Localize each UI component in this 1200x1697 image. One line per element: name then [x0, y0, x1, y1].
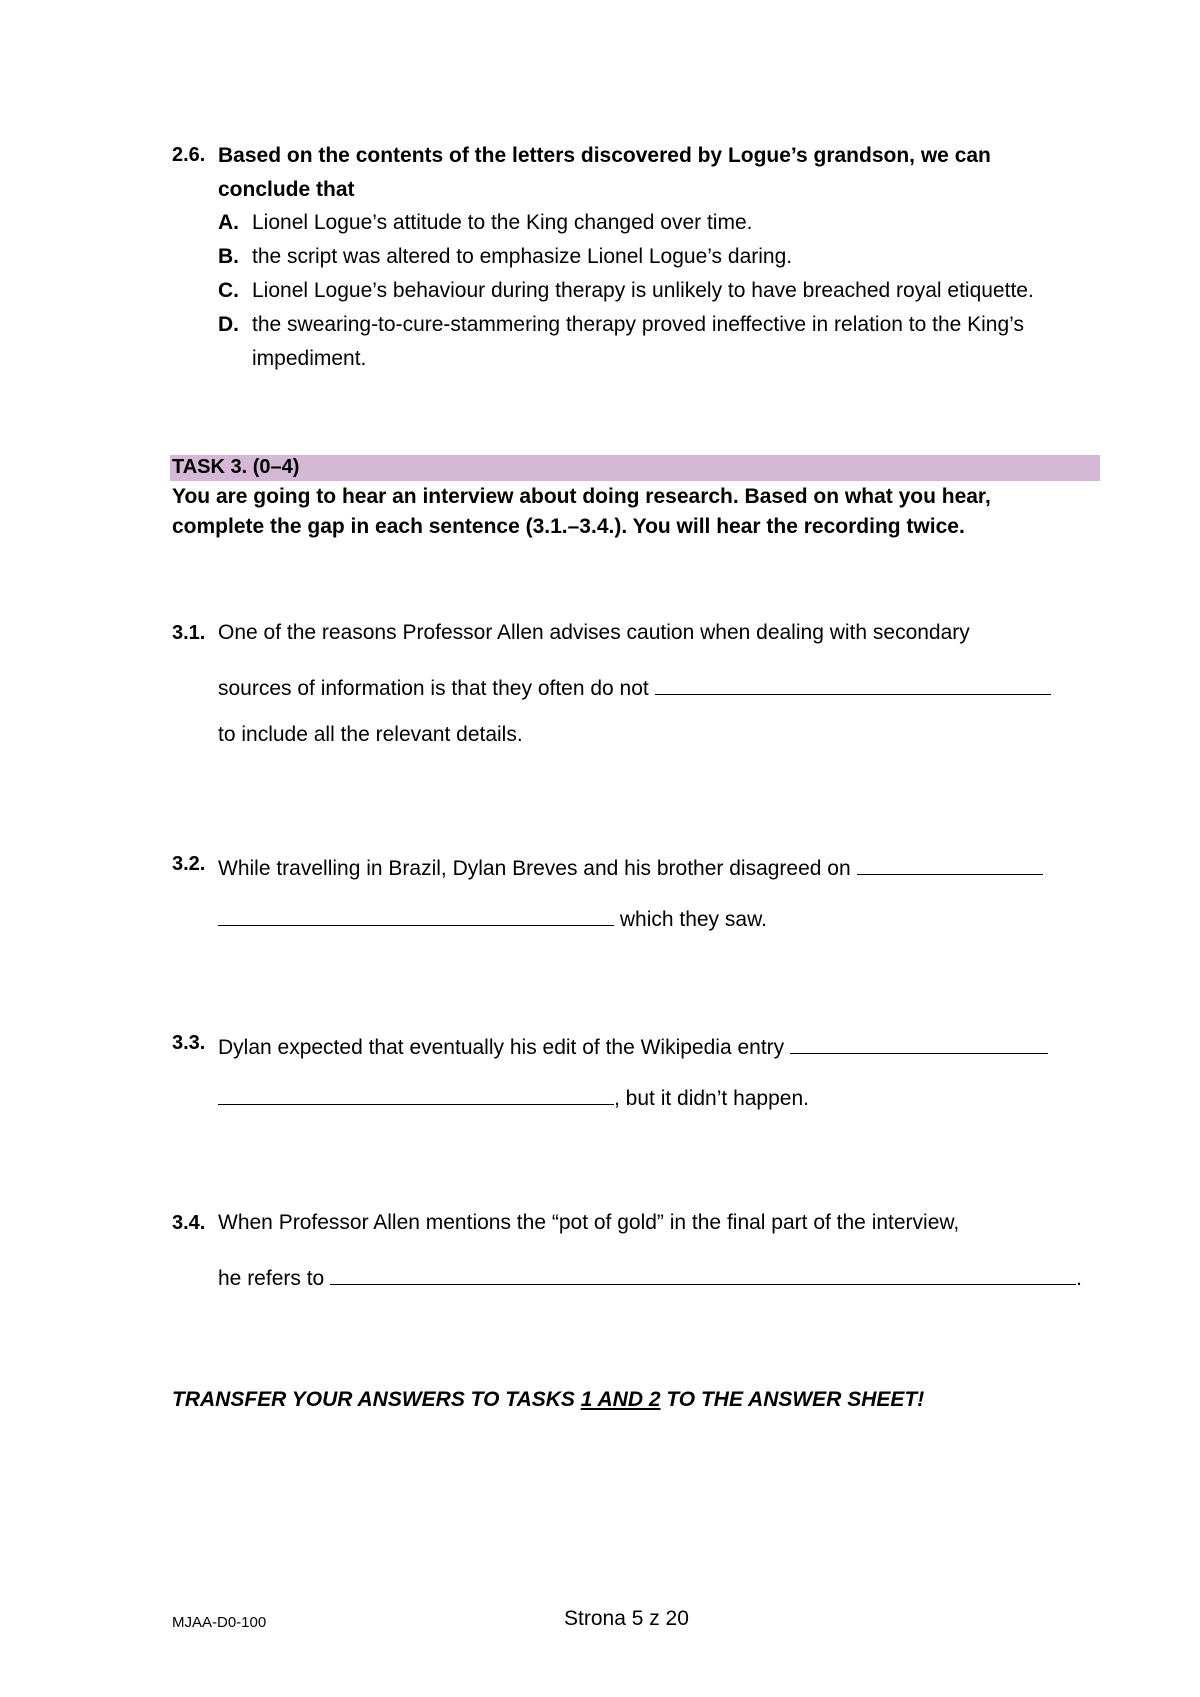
- item-text: Dylan expected that eventually his edit of the Wikipedia entry: [218, 1036, 785, 1059]
- item-text-line: [218, 1262, 1082, 1291]
- answer-gap[interactable]: [218, 1082, 614, 1105]
- item-text-line: [218, 672, 1051, 701]
- item-text-line: [218, 903, 767, 932]
- exam-code: MJAA-D0-100: [172, 1614, 267, 1631]
- item-text-line: When Professor Allen mentions the “pot of gold” in the final part of the interview,: [218, 1211, 960, 1234]
- item-text: sources of information is that they often do not: [218, 677, 649, 700]
- answer-gap[interactable]: [330, 1262, 1076, 1285]
- item-number: 3.4.: [172, 1212, 206, 1234]
- item-text-line: One of the reasons Professor Allen advises caution when dealing with secondary: [218, 621, 970, 644]
- instruction-line: complete the gap in each sentence (3.1.–3.4.). You will hear the recording twice.: [172, 515, 965, 538]
- item-text: which they saw.: [619, 908, 767, 931]
- transfer-tasks: 1 AND 2: [580, 1388, 661, 1411]
- option-letter: A.: [218, 211, 239, 234]
- item-number: 3.2.: [172, 853, 206, 875]
- option-text: the swearing-to-cure-stammering therapy proved ineffective in relation to the King’s: [252, 313, 1024, 336]
- task-instructions: [172, 482, 991, 542]
- item-number: 3.3.: [172, 1032, 206, 1054]
- question-stem-line: conclude that: [218, 178, 355, 201]
- item-text: he refers to: [218, 1267, 325, 1290]
- item-text: While travelling in Brazil, Dylan Breves and his brother disagreed on: [218, 857, 851, 880]
- answer-gap[interactable]: [790, 1031, 1048, 1054]
- transfer-text: TRANSFER YOUR ANSWERS TO TASKS: [172, 1388, 581, 1411]
- question-number: 2.6.: [172, 144, 206, 166]
- option-d: [218, 308, 1034, 342]
- item-text: , but it didn’t happen.: [614, 1087, 809, 1110]
- item-number: 3.1.: [172, 622, 206, 644]
- option-letter: D.: [218, 313, 239, 336]
- answer-gap[interactable]: [857, 852, 1043, 875]
- option-letter: B.: [218, 245, 239, 268]
- option-c: [218, 274, 1034, 308]
- option-letter: C.: [218, 279, 239, 302]
- option-text: the script was altered to emphasize Lionel Logue’s daring.: [252, 245, 793, 268]
- option-a: [218, 206, 1034, 240]
- instruction-line: You are going to hear an interview about doing research. Based on what you hear,: [172, 485, 991, 508]
- answer-gap[interactable]: [218, 903, 614, 926]
- option-text: Lionel Logue’s behaviour during therapy is unlikely to have breached royal etiquette.: [252, 279, 1034, 302]
- item-end: .: [1076, 1267, 1082, 1290]
- answer-gap[interactable]: [655, 672, 1051, 695]
- transfer-text: TO THE ANSWER SHEET!: [660, 1388, 925, 1411]
- task-header-bar: [170, 455, 1100, 481]
- task-title: TASK 3. (0–4): [172, 456, 300, 478]
- question-stem-line: Based on the contents of the letters discovered by Logue’s grandson, we can: [218, 144, 991, 167]
- page-number: Strona 5 z 20: [564, 1607, 689, 1630]
- item-text-line: [218, 1031, 1048, 1060]
- item-text-line: to include all the relevant details.: [218, 723, 523, 746]
- question-stem: [218, 139, 991, 207]
- option-list: [218, 206, 1034, 376]
- transfer-notice: [172, 1388, 924, 1412]
- option-b: [218, 240, 1034, 274]
- option-text: Lionel Logue’s attitude to the King changed over time.: [252, 211, 753, 234]
- option-text: impediment.: [252, 347, 367, 370]
- item-text-line: [218, 852, 1043, 881]
- option-d-continued: [218, 342, 1034, 376]
- item-text-line: [218, 1082, 809, 1111]
